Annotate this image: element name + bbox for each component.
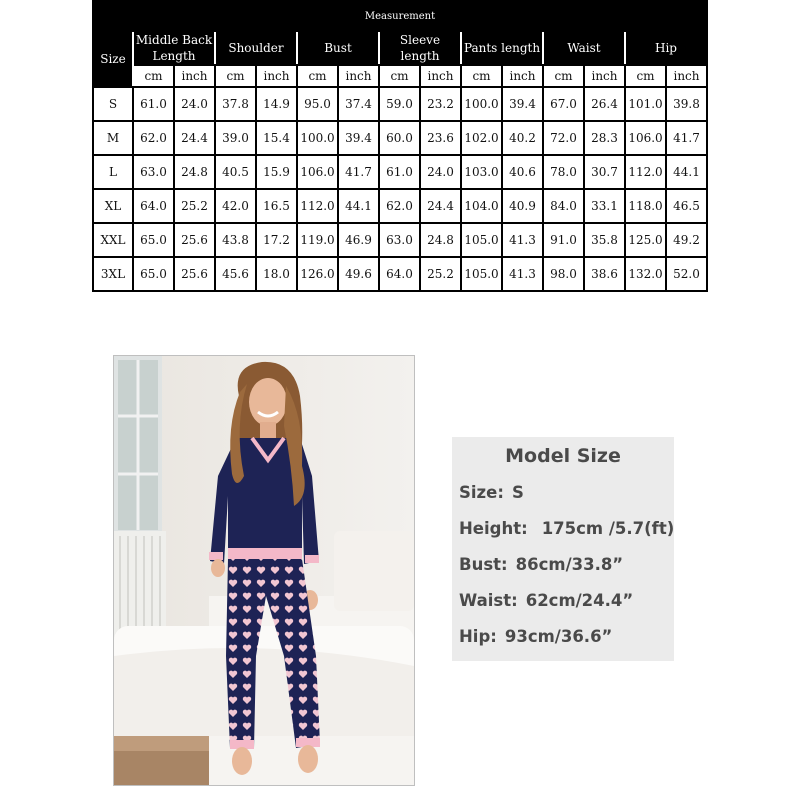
unit-cell: inch (338, 65, 379, 87)
measurement-cell: 112.0 (297, 189, 338, 223)
measurement-cell: 132.0 (625, 257, 666, 291)
unit-cell: inch (666, 65, 707, 87)
measurement-cell: 65.0 (133, 223, 174, 257)
measurement-cell: 101.0 (625, 87, 666, 121)
model-waist-label: Waist: (459, 591, 518, 610)
table-row (93, 155, 707, 189)
measurement-cell: 61.0 (379, 155, 420, 189)
size-column-header: Size (93, 31, 133, 87)
measurement-cell: 63.0 (133, 155, 174, 189)
unit-cell: cm (297, 65, 338, 87)
unit-row (93, 65, 707, 87)
measurement-cell: 24.8 (420, 223, 461, 257)
measurement-cell: 26.4 (584, 87, 625, 121)
measurement-cell: 40.6 (502, 155, 543, 189)
measurement-cell: 23.6 (420, 121, 461, 155)
measurement-cell: 24.4 (174, 121, 215, 155)
size-cell: S (93, 87, 133, 121)
measurement-cell: 61.0 (133, 87, 174, 121)
measurement-cell: 14.9 (256, 87, 297, 121)
model-size-title: Model Size (505, 445, 621, 467)
measurement-cell: 41.3 (502, 257, 543, 291)
measurement-cell: 67.0 (543, 87, 584, 121)
measurement-cell: 24.0 (174, 87, 215, 121)
table-row (93, 223, 707, 257)
unit-cell: inch (502, 65, 543, 87)
measurement-cell: 45.6 (215, 257, 256, 291)
header-hip: Hip (625, 31, 707, 65)
unit-cell: cm (625, 65, 666, 87)
model-height-line (459, 519, 674, 538)
measurement-cell: 98.0 (543, 257, 584, 291)
measurement-cell: 35.8 (584, 223, 625, 257)
model-size-card (452, 437, 674, 661)
measurement-cell: 37.4 (338, 87, 379, 121)
measurement-cell: 105.0 (461, 223, 502, 257)
measurement-cell: 49.6 (338, 257, 379, 291)
model-hip-line (459, 627, 612, 646)
measurement-cell: 37.8 (215, 87, 256, 121)
unit-cell: inch (256, 65, 297, 87)
measurement-cell: 40.9 (502, 189, 543, 223)
measurement-cell: 106.0 (625, 121, 666, 155)
measurement-cell: 59.0 (379, 87, 420, 121)
measurement-cell: 49.2 (666, 223, 707, 257)
measurement-cell: 25.6 (174, 223, 215, 257)
measurement-cell: 106.0 (297, 155, 338, 189)
measurement-cell: 39.8 (666, 87, 707, 121)
size-cell: 3XL (93, 257, 133, 291)
unit-cell: cm (543, 65, 584, 87)
measurement-cell: 30.7 (584, 155, 625, 189)
unit-cell: cm (461, 65, 502, 87)
measurement-cell: 118.0 (625, 189, 666, 223)
unit-cell: inch (420, 65, 461, 87)
header-middle-back-length: Middle Back Length (133, 31, 215, 65)
measurement-cell: 41.7 (666, 121, 707, 155)
header-shoulder: Shoulder (215, 31, 297, 65)
measurement-cell: 38.6 (584, 257, 625, 291)
measurement-cell: 102.0 (461, 121, 502, 155)
measurement-cell: 24.0 (420, 155, 461, 189)
measurement-cell: 63.0 (379, 223, 420, 257)
unit-cell: cm (215, 65, 256, 87)
measurement-cell: 44.1 (338, 189, 379, 223)
model-hip-value: 93cm/36.6” (504, 627, 613, 646)
measurement-cell: 43.8 (215, 223, 256, 257)
measurement-cell: 112.0 (625, 155, 666, 189)
measurement-cell: 41.7 (338, 155, 379, 189)
measurement-cell: 28.3 (584, 121, 625, 155)
model-hip-label: Hip: (459, 627, 497, 646)
model-height-label: Height: (459, 519, 528, 538)
measurement-cell: 100.0 (461, 87, 502, 121)
measurement-cell: 15.9 (256, 155, 297, 189)
size-cell: XXL (93, 223, 133, 257)
model-bust-value: 86cm/33.8” (515, 555, 624, 574)
measurement-cell: 25.6 (174, 257, 215, 291)
measurement-cell: 91.0 (543, 223, 584, 257)
unit-cell: cm (379, 65, 420, 87)
measurement-cell: 64.0 (379, 257, 420, 291)
table-row (93, 189, 707, 223)
model-bust-line (459, 555, 623, 574)
measurement-cell: 46.5 (666, 189, 707, 223)
measurement-cell: 23.2 (420, 87, 461, 121)
measurement-cell: 17.2 (256, 223, 297, 257)
unit-cell: inch (584, 65, 625, 87)
table-row (93, 257, 707, 291)
measurement-cell: 64.0 (133, 189, 174, 223)
measurement-cell: 125.0 (625, 223, 666, 257)
model-waist-value: 62cm/24.4” (525, 591, 634, 610)
table-body (93, 87, 707, 291)
measurement-cell: 42.0 (215, 189, 256, 223)
measurement-cell: 25.2 (174, 189, 215, 223)
model-waist-line (459, 591, 633, 610)
header-pants-length: Pants length (461, 31, 543, 65)
measurement-cell: 24.8 (174, 155, 215, 189)
measurement-cell: 62.0 (133, 121, 174, 155)
measurement-cell: 40.5 (215, 155, 256, 189)
measurement-cell: 105.0 (461, 257, 502, 291)
size-cell: L (93, 155, 133, 189)
model-size-line (459, 483, 524, 502)
model-size-value: S (511, 483, 524, 502)
measurement-cell: 41.3 (502, 223, 543, 257)
measurement-cell: 60.0 (379, 121, 420, 155)
measurement-cell: 46.9 (338, 223, 379, 257)
measurement-cell: 78.0 (543, 155, 584, 189)
measurement-cell: 103.0 (461, 155, 502, 189)
unit-cell: cm (133, 65, 174, 87)
measurement-cell: 40.2 (502, 121, 543, 155)
measurement-cell: 72.0 (543, 121, 584, 155)
measurement-cell: 62.0 (379, 189, 420, 223)
measurement-cell: 119.0 (297, 223, 338, 257)
measurement-cell: 24.4 (420, 189, 461, 223)
measurement-cell: 52.0 (666, 257, 707, 291)
measurement-cell: 100.0 (297, 121, 338, 155)
measurement-cell: 25.2 (420, 257, 461, 291)
measurement-cell: 18.0 (256, 257, 297, 291)
measurement-cell: 39.4 (338, 121, 379, 155)
model-height-value: 175cm /5.7(ft) (541, 519, 675, 538)
model-size-label: Size: (459, 483, 504, 502)
unit-cell: inch (174, 65, 215, 87)
measurement-cell: 15.4 (256, 121, 297, 155)
size-cell: XL (93, 189, 133, 223)
measurement-cell: 44.1 (666, 155, 707, 189)
measurement-cell: 16.5 (256, 189, 297, 223)
measurement-cell: 33.1 (584, 189, 625, 223)
table-title: Measurement (93, 1, 707, 31)
header-bust: Bust (297, 31, 379, 65)
measurement-cell: 84.0 (543, 189, 584, 223)
measurement-cell: 104.0 (461, 189, 502, 223)
header-waist: Waist (543, 31, 625, 65)
table-row (93, 87, 707, 121)
measurement-cell: 39.0 (215, 121, 256, 155)
size-cell: M (93, 121, 133, 155)
measurement-cell: 126.0 (297, 257, 338, 291)
header-sleeve-length: Sleeve length (379, 31, 461, 65)
measurement-cell: 39.4 (502, 87, 543, 121)
model-photo (113, 355, 415, 786)
measurement-cell: 95.0 (297, 87, 338, 121)
measurement-cell: 65.0 (133, 257, 174, 291)
model-bust-label: Bust: (459, 555, 508, 574)
size-chart-table (92, 0, 708, 292)
table-row (93, 121, 707, 155)
